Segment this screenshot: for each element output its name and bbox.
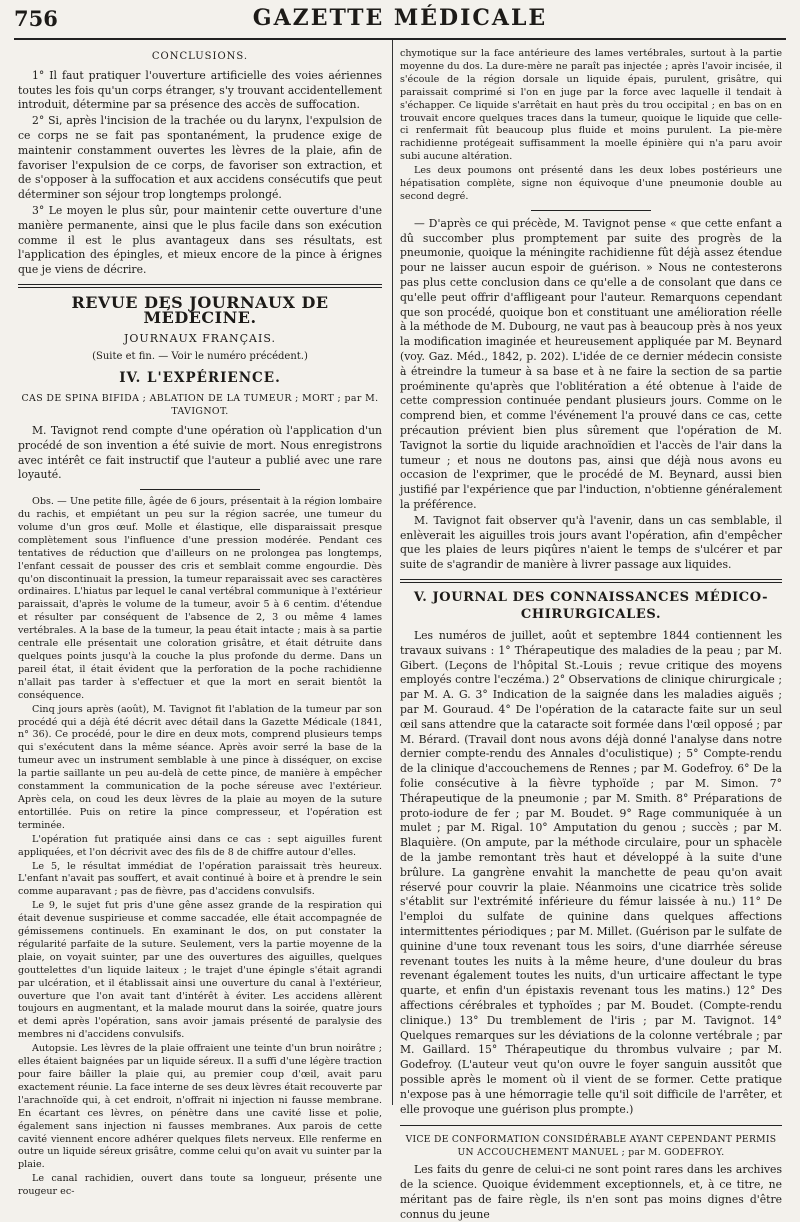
column-divider — [392, 40, 393, 1105]
revue-subheading: JOURNAUX FRANÇAIS. — [124, 331, 276, 345]
lungs-paragraph: Les deux poumons ont présenté dans les deux lobes postérieurs une hépatisation complète, signe non équivoque d'une pneumonie double au second degré. — [400, 165, 782, 202]
page-number: 756 — [14, 6, 58, 31]
revue-heading: REVUE DES JOURNAUX DE MÉDECINE. — [71, 292, 329, 327]
tavignot-commentary: — D'après ce qui précède, M. Tavignot pense « que cette enfant a dû succomber plus promptement par suite des progrès de la pneumonie, quoique la méningite rachidienne fût déjà assez étendue pour ne laisser aucun espoir de guérison. » Nous ne contesterons pas plus cette conclusion dans ce qu'elle a de consolant que dans ce qu'elle peut offrir d'affligeant pour l'auteur. Remarquons cependant que son procédé, quoique bon et constituant une amélioration réelle à la méthode de M. Dubourg, ne vaut pas à beaucoup près à nos yeux la modification imaginée et heureusement appliquée par M. Beynard (voy. Gaz. Méd., 1842, p. 202). L'idée de ce dernier médecin consiste à étreindre la tumeur à sa base et à ne faire la section de sa partie proéminente qu'après que l'oblitération a été obtenue à l'aide de cette compression continuée pendant plusieurs jours. Comme on le comprend bien, et comme l'événement l'a prouvé dans ce cas, cette précaution prévient bien plus sûrement que l'opération de M. Tavignot la sortie du liquide arachnoïdien et l'accès de l'air dans la tumeur ; et nous ne doutons pas, ainsi que déjà nous avons eu occasion de l'exprimer, que le procédé de M. Beynard, aussi bien justifié par l'expérience que par l'induction, n'obtienne généralement la préférence. — [400, 216, 782, 512]
page-header — [14, 4, 786, 36]
day9-paragraph: Le 9, le sujet fut pris d'une gêne assez grande de la respiration qui était devenue suspirieuse et comme saccadée, elle était accompagnée de gémissemens continuels. En examinant le dos, on put constater la régularité parfaite de la suture. Seulement, vers la partie moyenne de la plaie, on voyait suinter, par une des ouvertures des aiguilles, quelques gouttelettes d'un liquide laiteux ; le trajet d'une épingle s'était agrandi par ulcération, et il établissait ainsi une ouverture du canal à l'extérieur, ouverture que l'on avait tant d'intérêt à éviter. Les accidens allèrent toujours en augmentant, et la malade mourut dans la soirée, quatre jours et demi après l'opération, sans avoir jamais présenté de paralysie des membres ni d'accidens convulsifs. — [18, 900, 382, 1041]
section-iv-heading: IV. L'EXPÉRIENCE. — [119, 370, 281, 387]
newspaper-title: GAZETTE MÉDICALE — [252, 5, 548, 31]
conclusion-1: 1° Il faut pratiquer l'ouverture artificielle des voies aériennes toutes les fois qu'un corps étranger, s'y trouvant accidentellement introduit, détermine par sa présence des accès de suffocation. — [18, 68, 382, 112]
header-rule — [14, 38, 786, 40]
vice-heading: VICE DE CONFORMATION CONSIDÉRABLE AYANT CEPENDANT PERMIS UN ACCOUCHEMENT MANUEL ; par M. GODEFROY. — [405, 1134, 777, 1158]
section-rule — [18, 284, 382, 288]
cas-heading: CAS DE SPINA BIFIDA ; ABLATION DE LA TUMEUR ; MORT ; par M. TAVIGNOT. — [21, 392, 379, 417]
observation-paragraph: Obs. — Une petite fille, âgée de 6 jours, présentait à la région lombaire du rachis, et empiétant un peu sur la région sacrée, une tumeur du volume d'un gros œuf. Molle et élastique, elle disparaissait presque complètement sous l'influence d'une pression modérée. Pendant ces tentatives de réduction que d'ailleurs on ne prolongea pas longtemps, l'enfant cessait de pousser des cris et semblait comme engourdie. Dès qu'on discontinuait la pression, la tumeur reparaissait avec ses caractères ordinaires. L'hiatus par lequel le canal vertébral communique à l'extérieur paraissait, d'après le volume de la tumeur, avoir 5 à 6 centim. d'étendue et résulter par conséquent de l'absence de 2, 3 ou même 4 lames vertébrales. A la base de la tumeur, la peau était intacte ; mais à sa partie centrale elle présentait une coloration grisâtre, et était détruite dans quelques points jusqu'à la couche la plus profonde du derme. Dans un pareil état, il était évident que la perforation de la poche rachidienne n'allait pas tarder à s'effectuer et que la mort en serait bientôt la conséquence. — [18, 496, 382, 701]
faits-paragraph: Les faits du genre de celui-ci ne sont point rares dans les archives de la science. Quoique évidemment exceptionnels, et, à ce titre, ne méritant pas de faire règle, ils n'en sont pas moins dignes d'être connus du jeune — [400, 1163, 782, 1221]
day5-paragraph: Le 5, le résultat immédiat de l'opération paraissait très heureux. L'enfant n'avait pas souffert, et avait continué à boire et à prendre le sein comme auparavant ; pas de fièvre, pas d'accidens convulsifs. — [18, 860, 382, 898]
left-column — [18, 48, 382, 1198]
canal-paragraph: Le canal rachidien, ouvert dans toute sa longueur, présente une rougeur ec- — [18, 1173, 382, 1198]
revue-note: (Suite et fin. — Voir le numéro précédent.) — [92, 351, 308, 363]
section-rule-2 — [400, 579, 782, 583]
autopsy-paragraph: Autopsie. Les lèvres de la plaie offraient une teinte d'un brun noirâtre ; elles étaient baignées par un liquide séreux. Il a suffi d'une légère traction pour faire bâiller la plaie qui, au premier coup d'œil, avait paru exactement réunie. La face interne de ses deux lèvres était recouverte par l'arachnoïde qui, à cet endroit, n'offrait ni injection ni fausse membrane. En écartant ces lèvres, on pénètre dans une cavité lisse et polie, également sans injection ni fausses membranes. Aux parois de cette cavité viennent encore adhérer quelques filets nerveux. Elle renferme en outre un liquide séreux grisâtre, comme celui qu'on avait vu suinter par la plaie. — [18, 1043, 382, 1171]
conclusion-3: 3° Le moyen le plus sûr, pour maintenir cette ouverture d'une manière permanente, ainsi que le plus facile dans son exécution comme il est le plus avantageux dans ses résultats, est l'application des épingles, et mieux encore de la pince à érignes que je viens de décrire. — [18, 203, 382, 277]
conclusions-heading: CONCLUSIONS. — [151, 51, 249, 62]
section-rule-3 — [400, 1125, 782, 1126]
continued-paragraph: chymotique sur la face antérieure des lames vertébrales, surtout à la partie moyenne du dos. La dure-mère ne paraît pas injectée ; après l'avoir incisée, il s'écoule de la région dorsale un liquide épais, purulent, grisâtre, qui paraissait comprimé si l'on en juge par la force avec laquelle il tendait à s'échapper. Ce liquide s'arrêtait en haut près du trou occipital ; en bas on en trouvait encore quelques traces dans la tumeur, quoique le liquide que celle-ci renfermait fût beaucoup plus fluide et moins purulent. La pie-mère rachidienne protégeait suffisamment la moelle épinière qui n'a paru avoir subi aucune altération. — [400, 48, 782, 163]
conclusion-2: 2° Si, après l'incision de la trachée ou du larynx, l'expulsion de ce corps ne se fait pas spontanément, la prudence exige de maintenir constamment ouvertes les lèvres de la plaie, afin de favoriser l'expulsion de ce corps, de favoriser son extraction, et de s'opposer à la suffocation et aux accidens consécutifs que peut déterminer son séjour trop longtemps prolongé. — [18, 114, 382, 202]
tavignot-observation: M. Tavignot fait observer qu'à l'avenir, dans un cas semblable, il enlèverait les aiguilles trois jours avant l'opération, afin d'empêcher que les plaies de leurs piqûres n'aient le temps de s'ulcérer et par suite de s'agrandir de manière à livrer passage aux liquides. — [400, 513, 782, 572]
operation-detail-paragraph: L'opération fut pratiquée ainsi dans ce cas : sept aiguilles furent appliquées, et l'on décrivit avec des fils de 8 de chiffre autour d'elles. — [18, 833, 382, 858]
short-rule-2 — [531, 210, 651, 211]
section-v-heading: V. JOURNAL DES CONNAISSANCES MÉDICO-CHIRURGICALES. — [413, 590, 769, 622]
intro-paragraph: M. Tavignot rend compte d'une opération où l'application d'un procédé de son invention a été suivie de mort. Nous enregistrons avec intérêt ce fait instructif que l'auteur a publié avec une rare loyauté. — [18, 423, 382, 482]
issues-paragraph: Les numéros de juillet, août et septembre 1844 contiennent les travaux suivans : 1° Thérapeutique des maladies de la peau ; par M. Gibert. (Leçons de l'hôpital St.-Louis ; revue critique des moyens employés contre l'eczéma.) 2° Observations de clinique chirurgicale ; par M. A. G. 3° Indication de la saignée dans les maladies aiguës ; par M. Gouraud. 4° De l'opération de la cataracte faite sur un seul œil sans attendre que la cataracte soit formée dans l'œil opposé ; par M. Bérard. (Travail dont nous avons déjà donné l'analyse dans notre dernier compte-rendu des Annales d'oculistique) ; 5° Compte-rendu de la clinique d'accouchemens de Rennes ; par M. Godefroy. 6° De la folie consécutive à la fièvre typhoïde ; par M. Simon. 7° Thérapeutique de la pneumonie ; par M. Smith. 8° Préparations de proto-iodure de fer ; par M. Boudet. 9° Rage communiquée à un mulet ; par M. Rigal. 10° Amputation du genou ; succès ; par M. Blaquière. (On ampute, par la méthode circulaire, pour un sphacèle de la jambe remontant très haut et développé à la suite d'une brûlure. La gangrène envahit la manchette de peau qu'on avait réservé pour couvrir la plaie. Néanmoins une cicatrice très solide s'établit sur l'extrémité inférieure du fémur laissée à nu.) 11° De l'emploi du sulfate de quinine dans quelques affections intermittentes périodiques ; par M. Millet. (Guérison par le sulfate de quinine d'une toux revenant tous les soirs, d'une diarrhée séreuse revenant toutes les nuits à la même heure, d'une douleur du bras revenant également toutes les nuits, d'un urticaire affectant le type quarte, et enfin d'un épistaxis revenant tous les matins.) 12° Des affections cérébrales et typhoïdes ; par M. Boudet. (Compte-rendu clinique.) 13° Du tremblement de l'iris ; par M. Tavignot. 14° Quelques remarques sur les déviations de la colonne vertébrale ; par M. Gaillard. 15° Thérapeutique du thrombus vulvaire ; par M. Godefroy. (L'auteur veut qu'on ouvre le foyer sanguin aussitôt que possible après le moment où il vient de se former. Cette pratique n'expose pas à une hémorragie telle qu'il soit difficile de l'arrêter, et elle provoque une guérison plus prompte.) — [400, 629, 782, 1116]
short-rule — [140, 489, 260, 490]
operation-paragraph: Cinq jours après (août), M. Tavignot fit l'ablation de la tumeur par son procédé qui a déjà été décrit avec détail dans la Gazette Médicale (1841, n° 36). Ce procédé, pour le dire en deux mots, comprend plusieurs temps qui s'exécutent dans la même séance. Après avoir serré la base de la tumeur avec un instrument semblable à une pince à disséquer, on excise la partie saillante un peu au-delà de cette pince, de manière à empêcher constamment la communication de la poche séreuse avec l'extérieur. Après cela, on coud les deux lèvres de la plaie au moyen de la suture entortillée. Puis on retire la pince compresseur, et l'opération est terminée. — [18, 703, 382, 831]
right-column — [400, 48, 782, 1221]
